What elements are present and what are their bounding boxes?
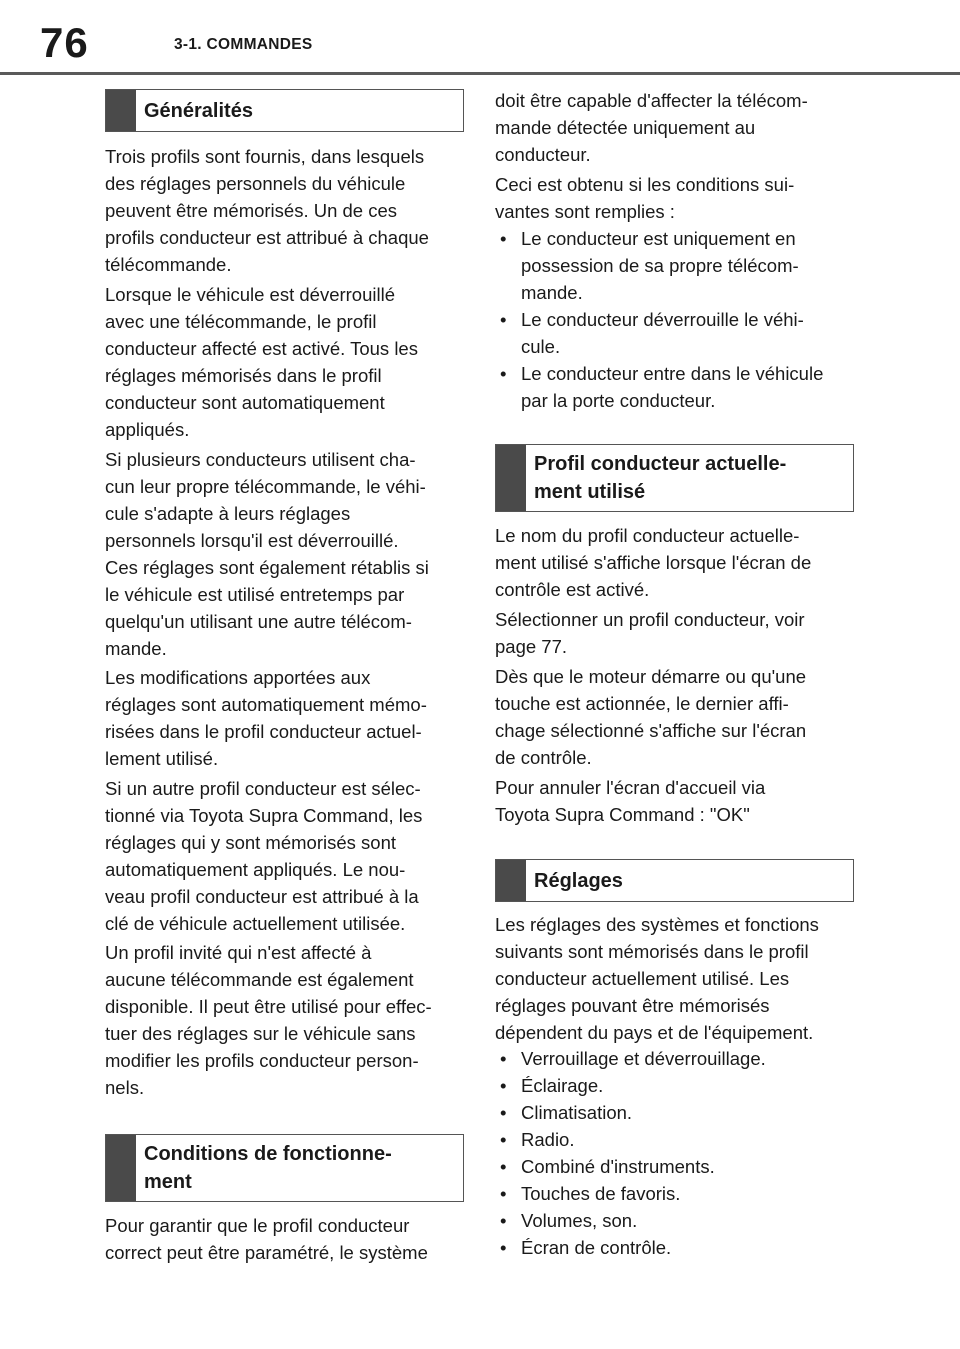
list-item: • Volumes, son.: [495, 1207, 855, 1234]
list-item: • Éclairage.: [495, 1072, 855, 1099]
right-paragraph-1: doit être capable d'affecter la télécom- mande détectée uniquement au conducteur.: [495, 90, 808, 165]
left-paragraph-1: Trois profils sont fournis, dans lesquels des réglages personnels du véhicule peuvent être mémorisés. Un de ces profils conducteur est attribué à chaque télécommande.: [105, 146, 429, 275]
section-heading-reglages: [495, 859, 854, 902]
section-heading-generalites: [105, 89, 464, 132]
left-paragraph-3: Si plusieurs conducteurs utilisent cha- cun leur propre télécommande, le véhi- cule s'adapte à leurs réglages personnels lorsqu'il est déverrouillé. Ces réglages sont également rétablis si le véhicule est utilisé entretemps par quelqu'un utilisant une autre télécom- mande.: [105, 449, 429, 659]
right-paragraph-7: Les réglages des systèmes et fonctions suivants sont mémorisés dans le profil conducteur actuellement utilisé. Les réglages pouvant être mémorisés dépendent du pays et de l'équipement.: [495, 914, 819, 1043]
section-heading-profil-conducteur: [495, 444, 854, 512]
left-paragraph-4: Les modifications apportées aux réglages sont automatiquement mémo- risées dans le profil conducteur actuel- lement utilisé.: [105, 667, 427, 769]
list-item: • Le conducteur entre dans le véhicule par la porte conducteur.: [495, 360, 855, 414]
list-item: • Verrouillage et déverrouillage.: [495, 1045, 855, 1072]
left-paragraph-2: Lorsque le véhicule est déverrouillé avec une télécommande, le profil conducteur affecté est activé. Tous les réglages mémorisés dans le profil conducteur sont automatiquement appliqués.: [105, 284, 418, 440]
heading-bar: [496, 445, 526, 511]
right-paragraph-3: Le nom du profil conducteur actuelle- ment utilisé s'affiche lorsque l'écran de contrôle est activé.: [495, 525, 812, 600]
list-item: • Le conducteur est uniquement en possession de sa propre télécom- mande.: [495, 225, 855, 306]
right-paragraph-4: Sélectionner un profil conducteur, voir page 77.: [495, 609, 805, 657]
list-item: • Écran de contrôle.: [495, 1234, 855, 1261]
heading-text: Généralités: [144, 99, 253, 122]
heading-bar: [496, 860, 526, 901]
list-item: • Touches de favoris.: [495, 1180, 855, 1207]
page-number: 76: [40, 19, 89, 66]
right-paragraph-5: Dès que le moteur démarre ou qu'une touche est actionnée, le dernier affi- chage sélectionné s'affiche sur l'écran de contrôle.: [495, 666, 807, 768]
left-paragraph-7: Pour garantir que le profil conducteur correct peut être paramétré, le système: [105, 1215, 428, 1263]
chapter-title: 3-1. COMMANDES: [174, 36, 313, 53]
left-paragraph-5: Si un autre profil conducteur est sélec- tionné via Toyota Supra Command, les réglages qui y sont mémorisés sont automatiquement appliqués. Le nou- veau profil conducteur est attribué à la clé de véhicule actuellement utilisée.: [105, 778, 423, 934]
section-heading-conditions: [105, 1134, 464, 1202]
list-item: • Combiné d'instruments.: [495, 1153, 855, 1180]
list-item: • Le conducteur déverrouille le véhi- cule.: [495, 306, 855, 360]
list-item: • Radio.: [495, 1126, 855, 1153]
left-paragraph-6: Un profil invité qui n'est affecté à aucune télécommande est également disponible. Il peut être utilisé pour effec- tuer des réglages sur le véhicule sans modifier les profils conducteur person- nels.: [105, 942, 432, 1098]
right-paragraph-2: Ceci est obtenu si les conditions sui- vantes sont remplies :: [495, 174, 795, 222]
heading-text: Réglages: [534, 869, 623, 892]
heading-bar: [106, 90, 136, 131]
header-rule: [0, 72, 960, 75]
heading-text: Profil conducteur actuelle- ment utilisé: [534, 453, 787, 503]
right-paragraph-6: Pour annuler l'écran d'accueil via Toyota Supra Command : "OK": [495, 777, 766, 825]
heading-bar: [106, 1135, 136, 1201]
heading-text: Conditions de fonctionne- ment: [144, 1143, 392, 1193]
list-item: • Climatisation.: [495, 1099, 855, 1126]
